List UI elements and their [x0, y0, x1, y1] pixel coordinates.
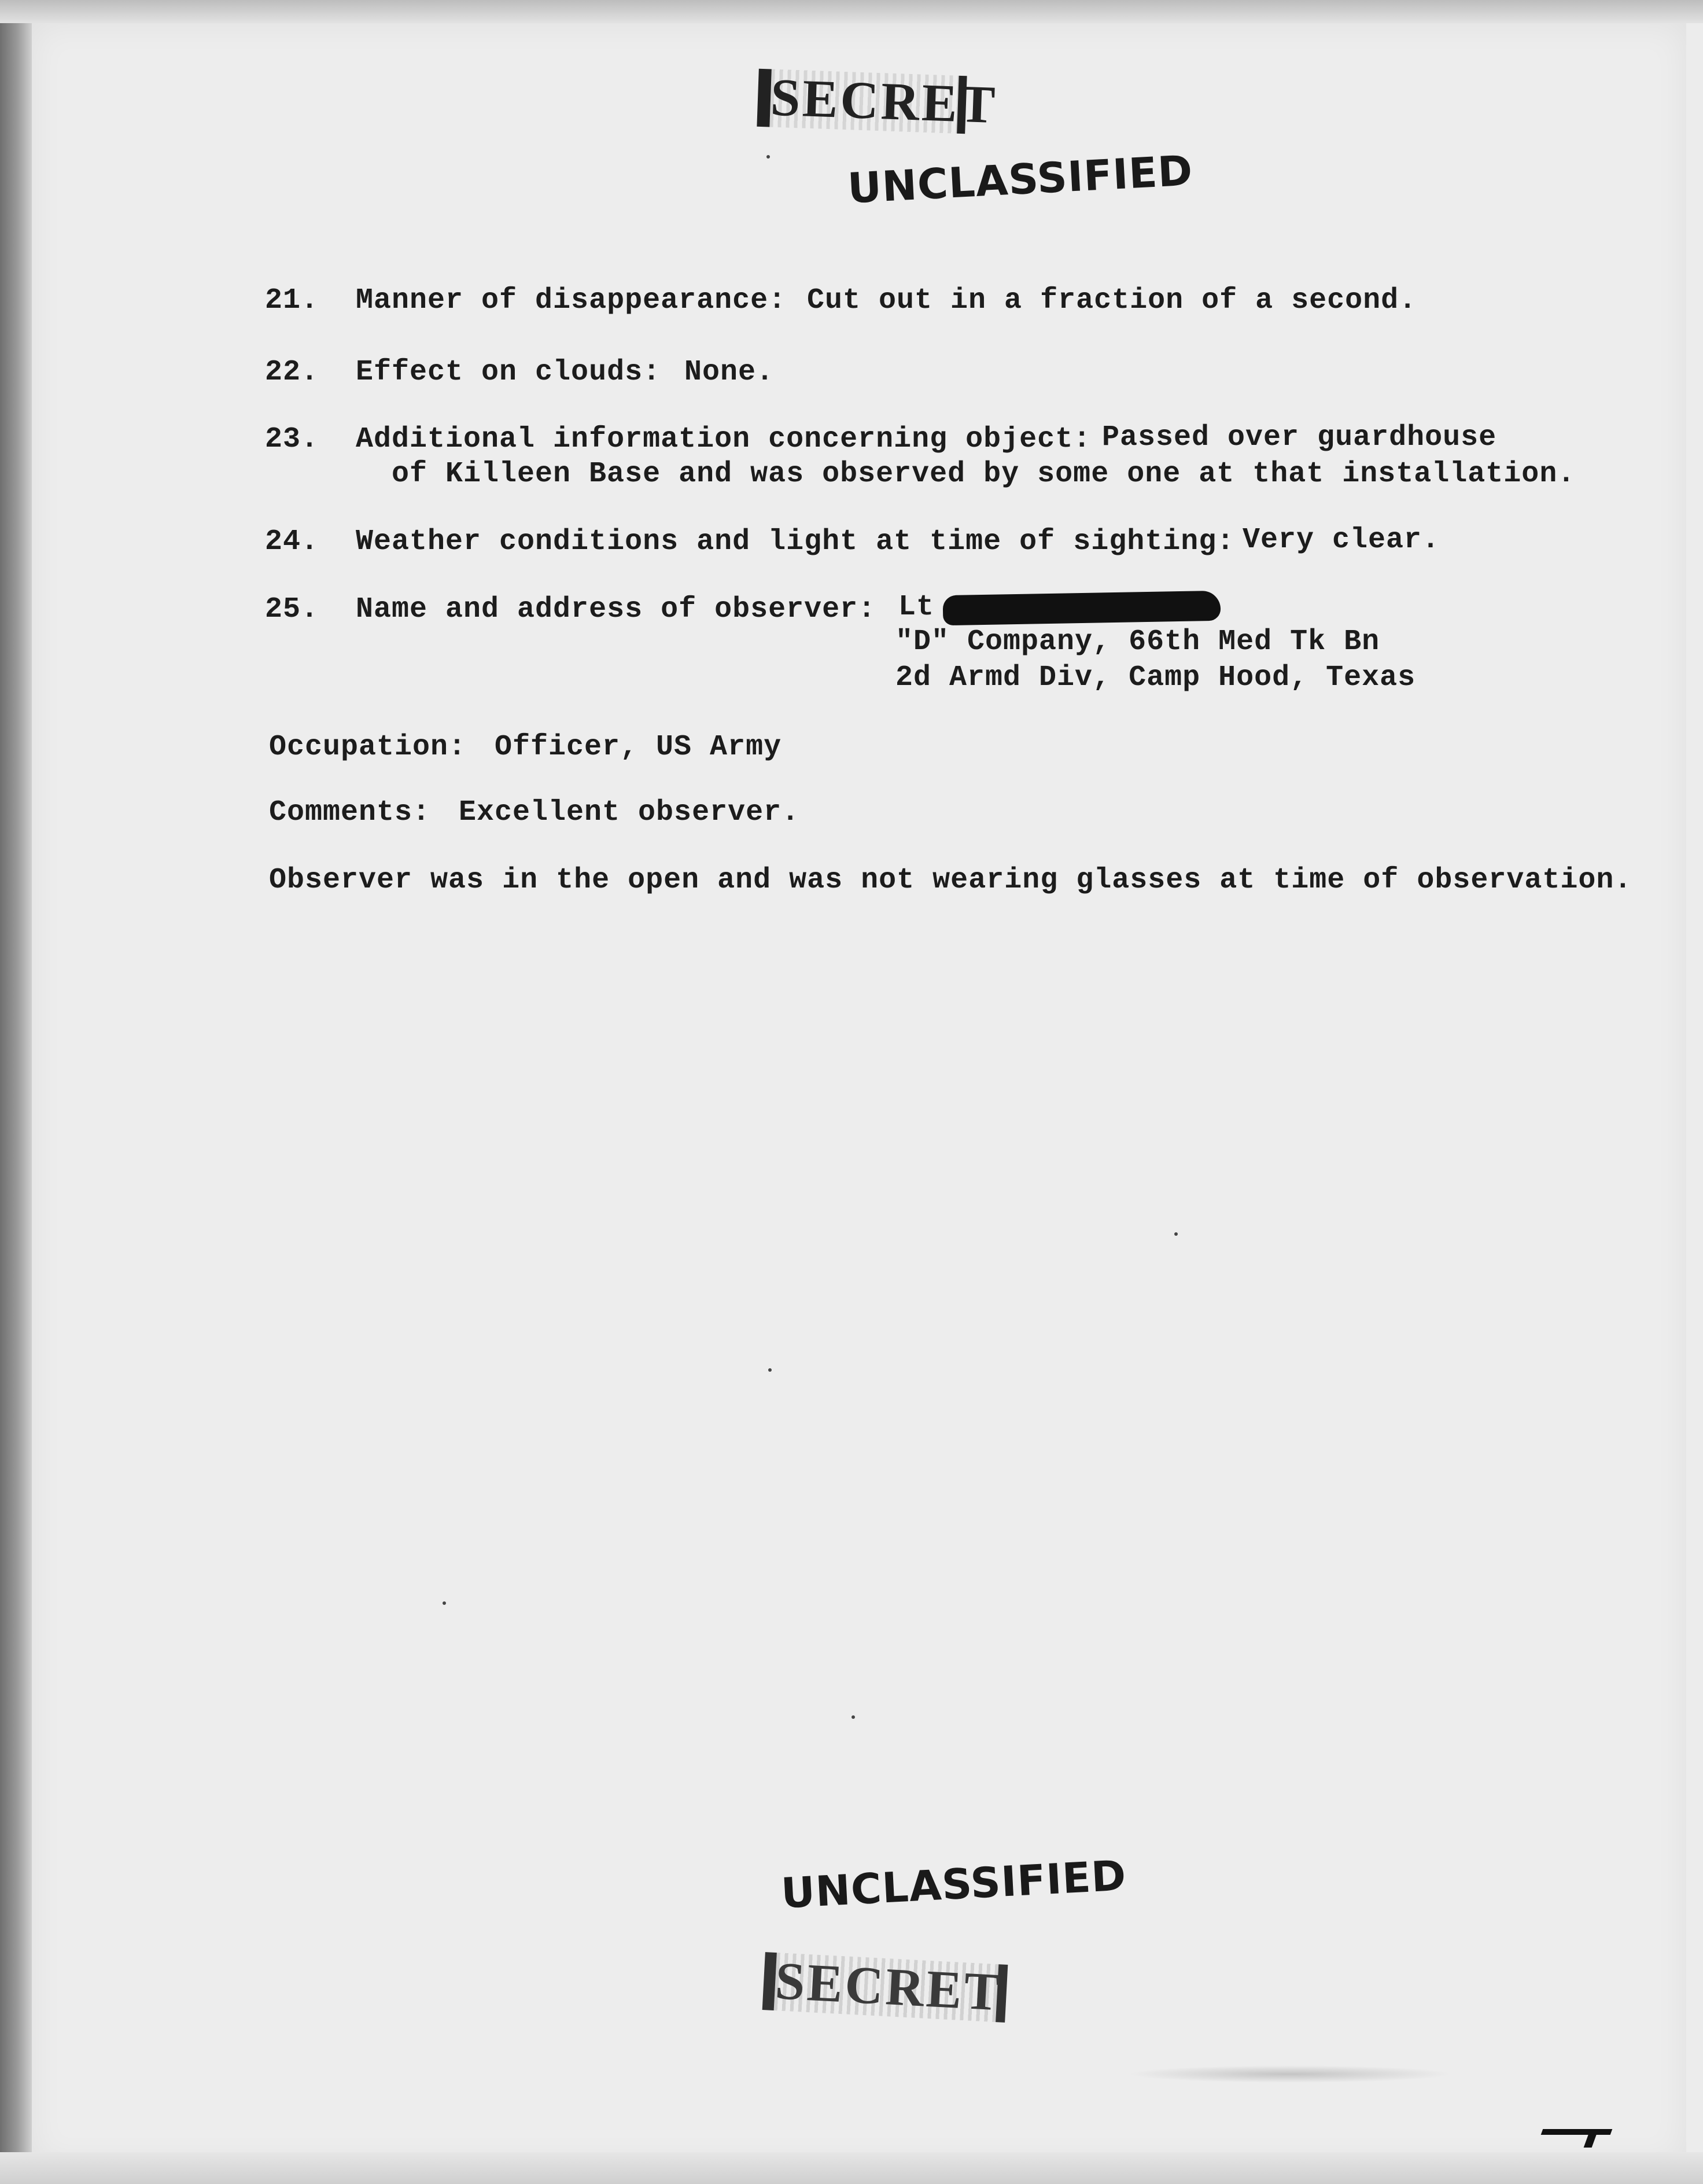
item-21-number: 21. — [265, 284, 319, 317]
item-21-label: Manner of disappearance: — [356, 284, 787, 317]
scan-top-edge — [0, 0, 1703, 23]
observer-address-line1: "D" Company, 66th Med Tk Bn — [895, 625, 1380, 658]
item-23-continuation: of Killeen Base and was observed by some one at that installation. — [392, 458, 1576, 491]
paper-sheet — [32, 23, 1686, 2164]
item-23-number: 23. — [265, 423, 319, 456]
item-24-value: Very clear. — [1243, 524, 1440, 557]
comments-value: Excellent observer. — [459, 796, 800, 829]
speck — [766, 155, 770, 159]
corner-mark — [1535, 2129, 1613, 2152]
item-24-number: 24. — [265, 525, 319, 558]
unclassified-stamp-top: UNCLASSIFIED — [846, 146, 1195, 213]
smudge — [1128, 2065, 1452, 2083]
speck — [443, 1601, 446, 1605]
secret-stamp-bottom: SECRET — [762, 1952, 1008, 2023]
item-22-number: 22. — [265, 356, 319, 389]
item-25-number: 25. — [265, 593, 319, 626]
occupation-label: Occupation: — [269, 731, 467, 764]
item-23-value: Passed over guardhouse — [1102, 421, 1497, 454]
item-25-rank: Lt — [898, 591, 935, 624]
comments-label: Comments: — [269, 796, 431, 829]
item-21-value: Cut out in a fraction of a second. — [807, 284, 1417, 317]
observer-name-redaction — [943, 591, 1221, 625]
speck — [768, 1368, 772, 1372]
item-22-value: None. — [684, 356, 775, 389]
closing-note: Observer was in the open and was not wearing glasses at time of observation. — [269, 864, 1632, 897]
speck — [852, 1715, 855, 1719]
unclassified-stamp-bottom: UNCLASSIFIED — [780, 1851, 1128, 1918]
secret-stamp-top: SECRET — [757, 69, 967, 134]
occupation-value: Officer, US Army — [495, 731, 782, 764]
observer-address-line2: 2d Armd Div, Camp Hood, Texas — [895, 661, 1416, 694]
item-23-label: Additional information concerning object: — [356, 423, 1092, 456]
speck — [1174, 1232, 1178, 1236]
item-24-label: Weather conditions and light at time of sighting: — [356, 525, 1235, 558]
item-22-label: Effect on clouds: — [356, 356, 661, 389]
scan-bottom-edge — [0, 2152, 1703, 2184]
item-25-label: Name and address of observer: — [356, 593, 876, 626]
